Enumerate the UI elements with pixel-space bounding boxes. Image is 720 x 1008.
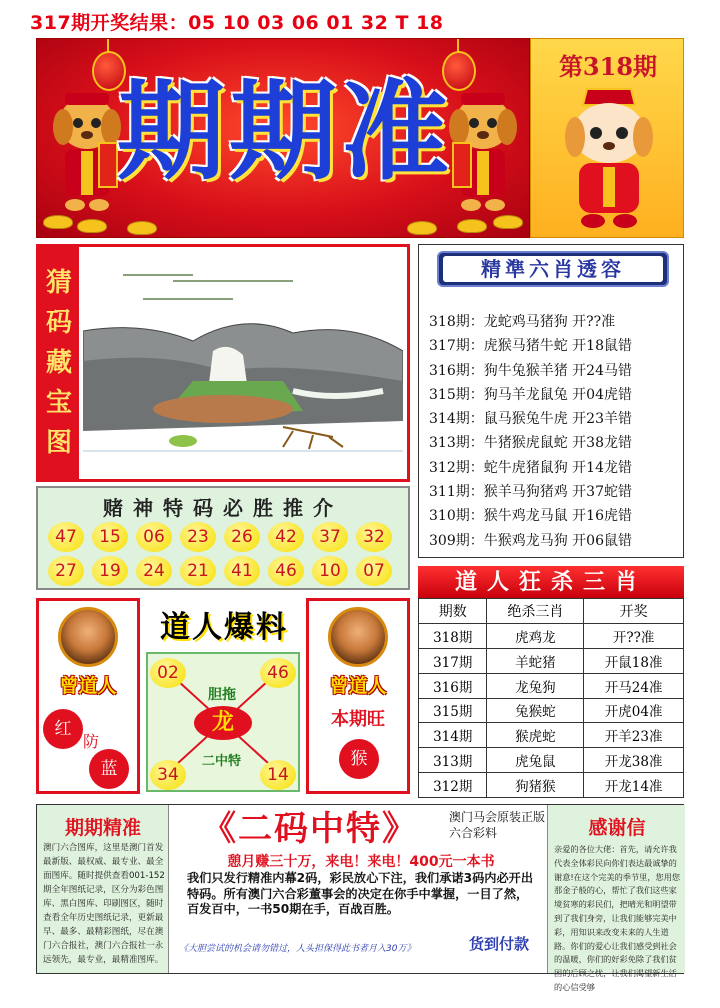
gold-ingot-icon	[457, 219, 487, 233]
hint-text: 防	[83, 732, 100, 751]
zodiac-row: 311期：猴羊马狗猪鸡 开37蛇错	[429, 484, 632, 501]
guess-label-char: 图	[45, 428, 72, 458]
number-ball: 47	[48, 522, 84, 552]
table-cell: 狗猪猴	[487, 773, 584, 798]
table-cell: 虎鸡龙	[487, 623, 584, 648]
book-note: 《大胆尝试的机会请勿错过，人头担保得此书者月入30万》	[179, 944, 416, 954]
table-cell: 315期	[419, 698, 487, 723]
number-ball: 23	[180, 522, 216, 552]
guess-label-char: 宝	[45, 388, 72, 418]
number-ball: 15	[92, 522, 128, 552]
zodiac-row: 318期：龙蛇鸡马猪狗 开??准	[429, 314, 616, 330]
recommended-numbers-title: 赌神特码必胜推介	[103, 496, 343, 520]
table-row	[419, 698, 684, 723]
table-cell: 314期	[419, 723, 487, 748]
column-header: 开奖	[584, 599, 684, 624]
table-cell: 317期	[419, 648, 487, 673]
pick-ball: 46	[260, 658, 296, 688]
book-title: 《二码中特》	[202, 809, 418, 849]
table-cell: 313期	[419, 748, 487, 773]
zodiac-row: 314期：鼠马猴兔牛虎 开23羊错	[429, 411, 632, 428]
zodiac-list-title: 精準六肖透容	[443, 256, 663, 282]
dog-mascot-icon	[51, 87, 123, 227]
dog-mascot-icon	[447, 87, 519, 227]
number-ball: 21	[180, 556, 216, 586]
zodiac-list-title-frame	[437, 251, 669, 287]
guess-label-char: 猜	[45, 268, 72, 298]
pick-ball: 02	[150, 658, 186, 688]
table-cell: 开龙14准	[584, 773, 684, 798]
number-ball: 27	[48, 556, 84, 586]
footer-left-column	[37, 805, 169, 973]
column-header: 期数	[419, 599, 487, 624]
avatar	[58, 607, 118, 667]
daoren-left-card	[36, 598, 140, 794]
pick-ball: 34	[150, 760, 186, 790]
issue-number: 第318期	[558, 52, 658, 81]
zodiac-row: 310期：猴牛鸡龙马鼠 开16虎错	[429, 508, 632, 525]
table-cell: 猴虎蛇	[487, 723, 584, 748]
pick-ball: 14	[260, 760, 296, 790]
avatar-name: 曾道人	[329, 675, 387, 697]
kill-three-title: 道人狂杀三肖	[418, 566, 684, 598]
guess-picture-panel	[36, 244, 410, 482]
table-cell: 开??准	[584, 623, 684, 648]
number-ball: 24	[136, 556, 172, 586]
zodiac-list-rows	[429, 311, 681, 554]
cash-on-delivery-label: 货到付款	[469, 935, 530, 953]
zodiac-row: 312期：蛇牛虎猪鼠狗 开14龙错	[429, 459, 632, 476]
footer-left-title: 期期精准	[64, 817, 141, 839]
table-cell: 318期	[419, 623, 487, 648]
table-header-row	[419, 599, 684, 624]
zodiac-row: 313期：牛猪猴虎鼠蛇 开38龙错	[429, 435, 632, 452]
main-pick: 龙	[194, 706, 252, 740]
guess-label-char: 藏	[45, 348, 72, 378]
number-ball: 07	[356, 556, 392, 586]
table-row	[419, 748, 684, 773]
footer-right-text: 亲爱的各位大佬：首先，请允许我代表全体彩民向你们表达最诚挚的谢意!在这个完美的季节里，您用您那金子般的心，帮忙了我们这些家境贫寒的彩民们，把晴光和明望带到了我们身旁，让我们能够完美中彩，用知识来改变未来的人生道路。你们的爱心让我们感受到社会的温暖，你们的好彩免除了我们贫困的后顾之忧，让我们渴望新生活的心信受够	[554, 844, 681, 992]
table-cell: 虎兔鼠	[487, 748, 584, 773]
table-row	[419, 648, 684, 673]
guess-picture-label	[39, 247, 79, 479]
dan-label: 胆拖	[208, 687, 236, 703]
table-row	[419, 773, 684, 798]
zodiac-list-panel	[418, 244, 684, 558]
footer-panel	[36, 804, 684, 992]
avatar	[328, 607, 388, 667]
hint-circle: 蓝	[89, 749, 129, 789]
issue-box	[530, 38, 684, 238]
daoren-picks-box	[146, 652, 300, 792]
table-cell: 开龙38准	[584, 748, 684, 773]
number-ball: 06	[136, 522, 172, 552]
zodiac-row: 316期：狗牛兔猴羊猪 开24马错	[429, 362, 632, 379]
hint-circle: 红	[43, 709, 83, 749]
zodiac-row: 317期：虎猴马猪牛蛇 开18鼠错	[429, 338, 632, 355]
puppy-mascot-icon	[561, 83, 657, 233]
number-ball: 46	[268, 556, 304, 586]
column-header: 绝杀三肖	[487, 599, 584, 624]
footer-left-text: 澳门六合图库，这里是澳门首发最新版、最权威、最专业、最全面图库。随时提供查看001-152期全年图纸记录，区分为彩色图库、黑白图库、印刷图区，随时查看全年历史图纸记录，更新最早、最多、最精彩图纸，尽在澳门六合报社，澳门六合报社一永远领先，最专业，最精准图库。	[43, 843, 165, 965]
zodiac-row: 315期：狗马羊龙鼠兔 开04虎错	[429, 386, 632, 403]
gold-ingot-icon	[493, 215, 523, 229]
number-ball: 32	[356, 522, 392, 552]
table-row	[419, 673, 684, 698]
book-slogan: 憩月赚三十万，来电！来电！400元一本书	[227, 854, 495, 870]
number-ball: 26	[224, 522, 260, 552]
number-ball: 41	[224, 556, 260, 586]
daoren-right-card	[306, 598, 410, 794]
banner-title: 期期准	[116, 69, 453, 195]
table-cell: 312期	[419, 773, 487, 798]
gold-ingot-icon	[127, 221, 157, 235]
number-ball: 42	[268, 522, 304, 552]
guess-label-char: 码	[45, 308, 72, 338]
avatar-name: 曾道人	[59, 675, 117, 697]
daoren-title: 道人爆料	[160, 610, 288, 645]
table-row	[419, 723, 684, 748]
book-description: 我们只发行精准内幕2码，彩民放心下注，我们承诺3码内必开出特码。所有澳门六合彩董事会的决定在你手中掌握，一目了然，百发百中，一书50期在手，百战百胜。	[187, 871, 534, 916]
footer-right-title: 感谢信	[588, 817, 646, 839]
table-cell: 龙兔狗	[487, 673, 584, 698]
table-cell: 开鼠18准	[584, 648, 684, 673]
table-cell: 羊蛇猪	[487, 648, 584, 673]
book-side-label: 澳门马会原装正版六合彩料	[449, 810, 546, 840]
number-ball: 37	[312, 522, 348, 552]
er-label: 二中特	[202, 754, 242, 769]
table-cell: 兔猴蛇	[487, 698, 584, 723]
banner	[36, 38, 530, 238]
last-draw-result: 317期开奖结果：05 10 03 06 01 32 T 18	[30, 12, 444, 34]
table-cell: 开虎04准	[584, 698, 684, 723]
footer-right-column	[547, 805, 685, 992]
featured-zodiac: 猴	[339, 739, 379, 779]
recommended-numbers-panel	[36, 486, 410, 590]
number-ball: 19	[92, 556, 128, 586]
gold-ingot-icon	[77, 219, 107, 233]
gold-ingot-icon	[407, 221, 437, 235]
table-cell: 开马24准	[584, 673, 684, 698]
zodiac-row: 309期：牛猴鸡龙马狗 开06鼠错	[429, 532, 632, 549]
gold-ingot-icon	[43, 215, 73, 229]
featured-label: 本期旺	[331, 709, 385, 730]
guess-picture-drawing	[83, 251, 403, 475]
kill-three-table	[418, 598, 684, 798]
table-cell: 316期	[419, 673, 487, 698]
table-cell: 开羊23准	[584, 723, 684, 748]
table-row	[419, 623, 684, 648]
number-ball: 10	[312, 556, 348, 586]
